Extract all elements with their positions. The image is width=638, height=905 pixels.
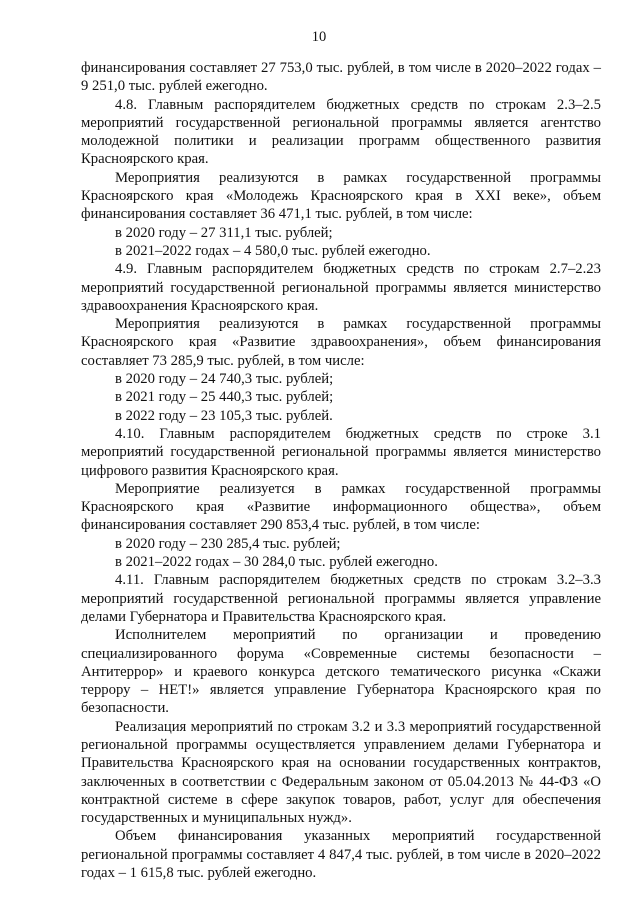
paragraph: Мероприятия реализуются в рамках государственной программы Красноярского края «Развитие здравоохранения», объем финансирования составляет 73 285,9 тыс. рублей, в том числе: [81, 316, 601, 369]
page-number: 10 [311, 29, 327, 45]
paragraph: Мероприятия реализуются в рамках государственной программы Красноярского края «Молодежь Красноярского края в XXI веке», объем финансирования составляет 36 471,1 тыс. рублей, в том числе: [81, 169, 601, 223]
document-body [81, 59, 601, 882]
paragraph: Реализация мероприятий по строкам 3.2 и 3.3 мероприятий государственной региональной программы осуществляется управлением делами Губернатора и Правительства Красноярского края на основании государственных контрактов, заключенных в соответствии с Федеральным законом от 05.04.2013 № 44-ФЗ «О контрактной системе в сфере закупок товаров, работ, услуг для обеспечения государственных и муниципальных нужд». [81, 718, 601, 827]
list-item: в 2021 году – 25 440,3 тыс. рублей; [115, 389, 334, 406]
paragraph-4-11: 4.11. Главным распорядителем бюджетных средств по строкам 3.2–3.3 мероприятий государственной региональной программы является управление делами Губернатора и Правительства Красноярского края. [81, 572, 601, 625]
list-item: в 2020 году – 27 311,1 тыс. рублей; [115, 224, 333, 241]
paragraph-continuation: финансирования составляет 27 753,0 тыс. рублей, в том числе в 2020–2022 годах – 9 251,0 тыс. рублей ежегодно. [81, 60, 601, 95]
list-item: в 2021–2022 годах – 4 580,0 тыс. рублей ежегодно. [115, 242, 431, 259]
paragraph: Мероприятие реализуется в рамках государственной программы Красноярского края «Развитие информационного общества», объем финансирования составляет 290 853,4 тыс. рублей, в том числе: [81, 480, 601, 534]
paragraph-4-8: 4.8. Главным распорядителем бюджетных средств по строкам 2.3–2.5 мероприятий государственной региональной программы является агентство молодежной политики и реализации программ общественного развития Красноярского края. [81, 96, 601, 168]
list-item: в 2020 году – 230 285,4 тыс. рублей; [115, 535, 341, 552]
paragraph-4-10: 4.10. Главным распорядителем бюджетных средств по строке 3.1 мероприятий государственной региональной программы является министерство цифрового развития Красноярского края. [81, 425, 601, 479]
paragraph: Объем финансирования указанных мероприятий государственной региональной программы составляет 4 847,4 тыс. рублей, в том числе в 2020–2022 годах – 1 615,8 тыс. рублей ежегодно. [81, 828, 601, 882]
list-item: в 2022 году – 23 105,3 тыс. рублей. [115, 407, 333, 424]
paragraph-4-9: 4.9. Главным распорядителем бюджетных средств по строкам 2.7–2.23 мероприятий государственной региональной программы является министерство здравоохранения Красноярского края. [81, 261, 601, 314]
list-item: в 2021–2022 годах – 30 284,0 тыс. рублей ежегодно. [115, 554, 438, 571]
list-item: в 2020 году – 24 740,3 тыс. рублей; [115, 371, 334, 388]
paragraph: Исполнителем мероприятий по организации и проведению специализированного форума «Современные системы безопасности – Антитеррор» и краевого конкурса детского тематического рисунка «Скажи террору – НЕТ!» является управление Губернатора Красноярского края по безопасности. [81, 627, 601, 717]
